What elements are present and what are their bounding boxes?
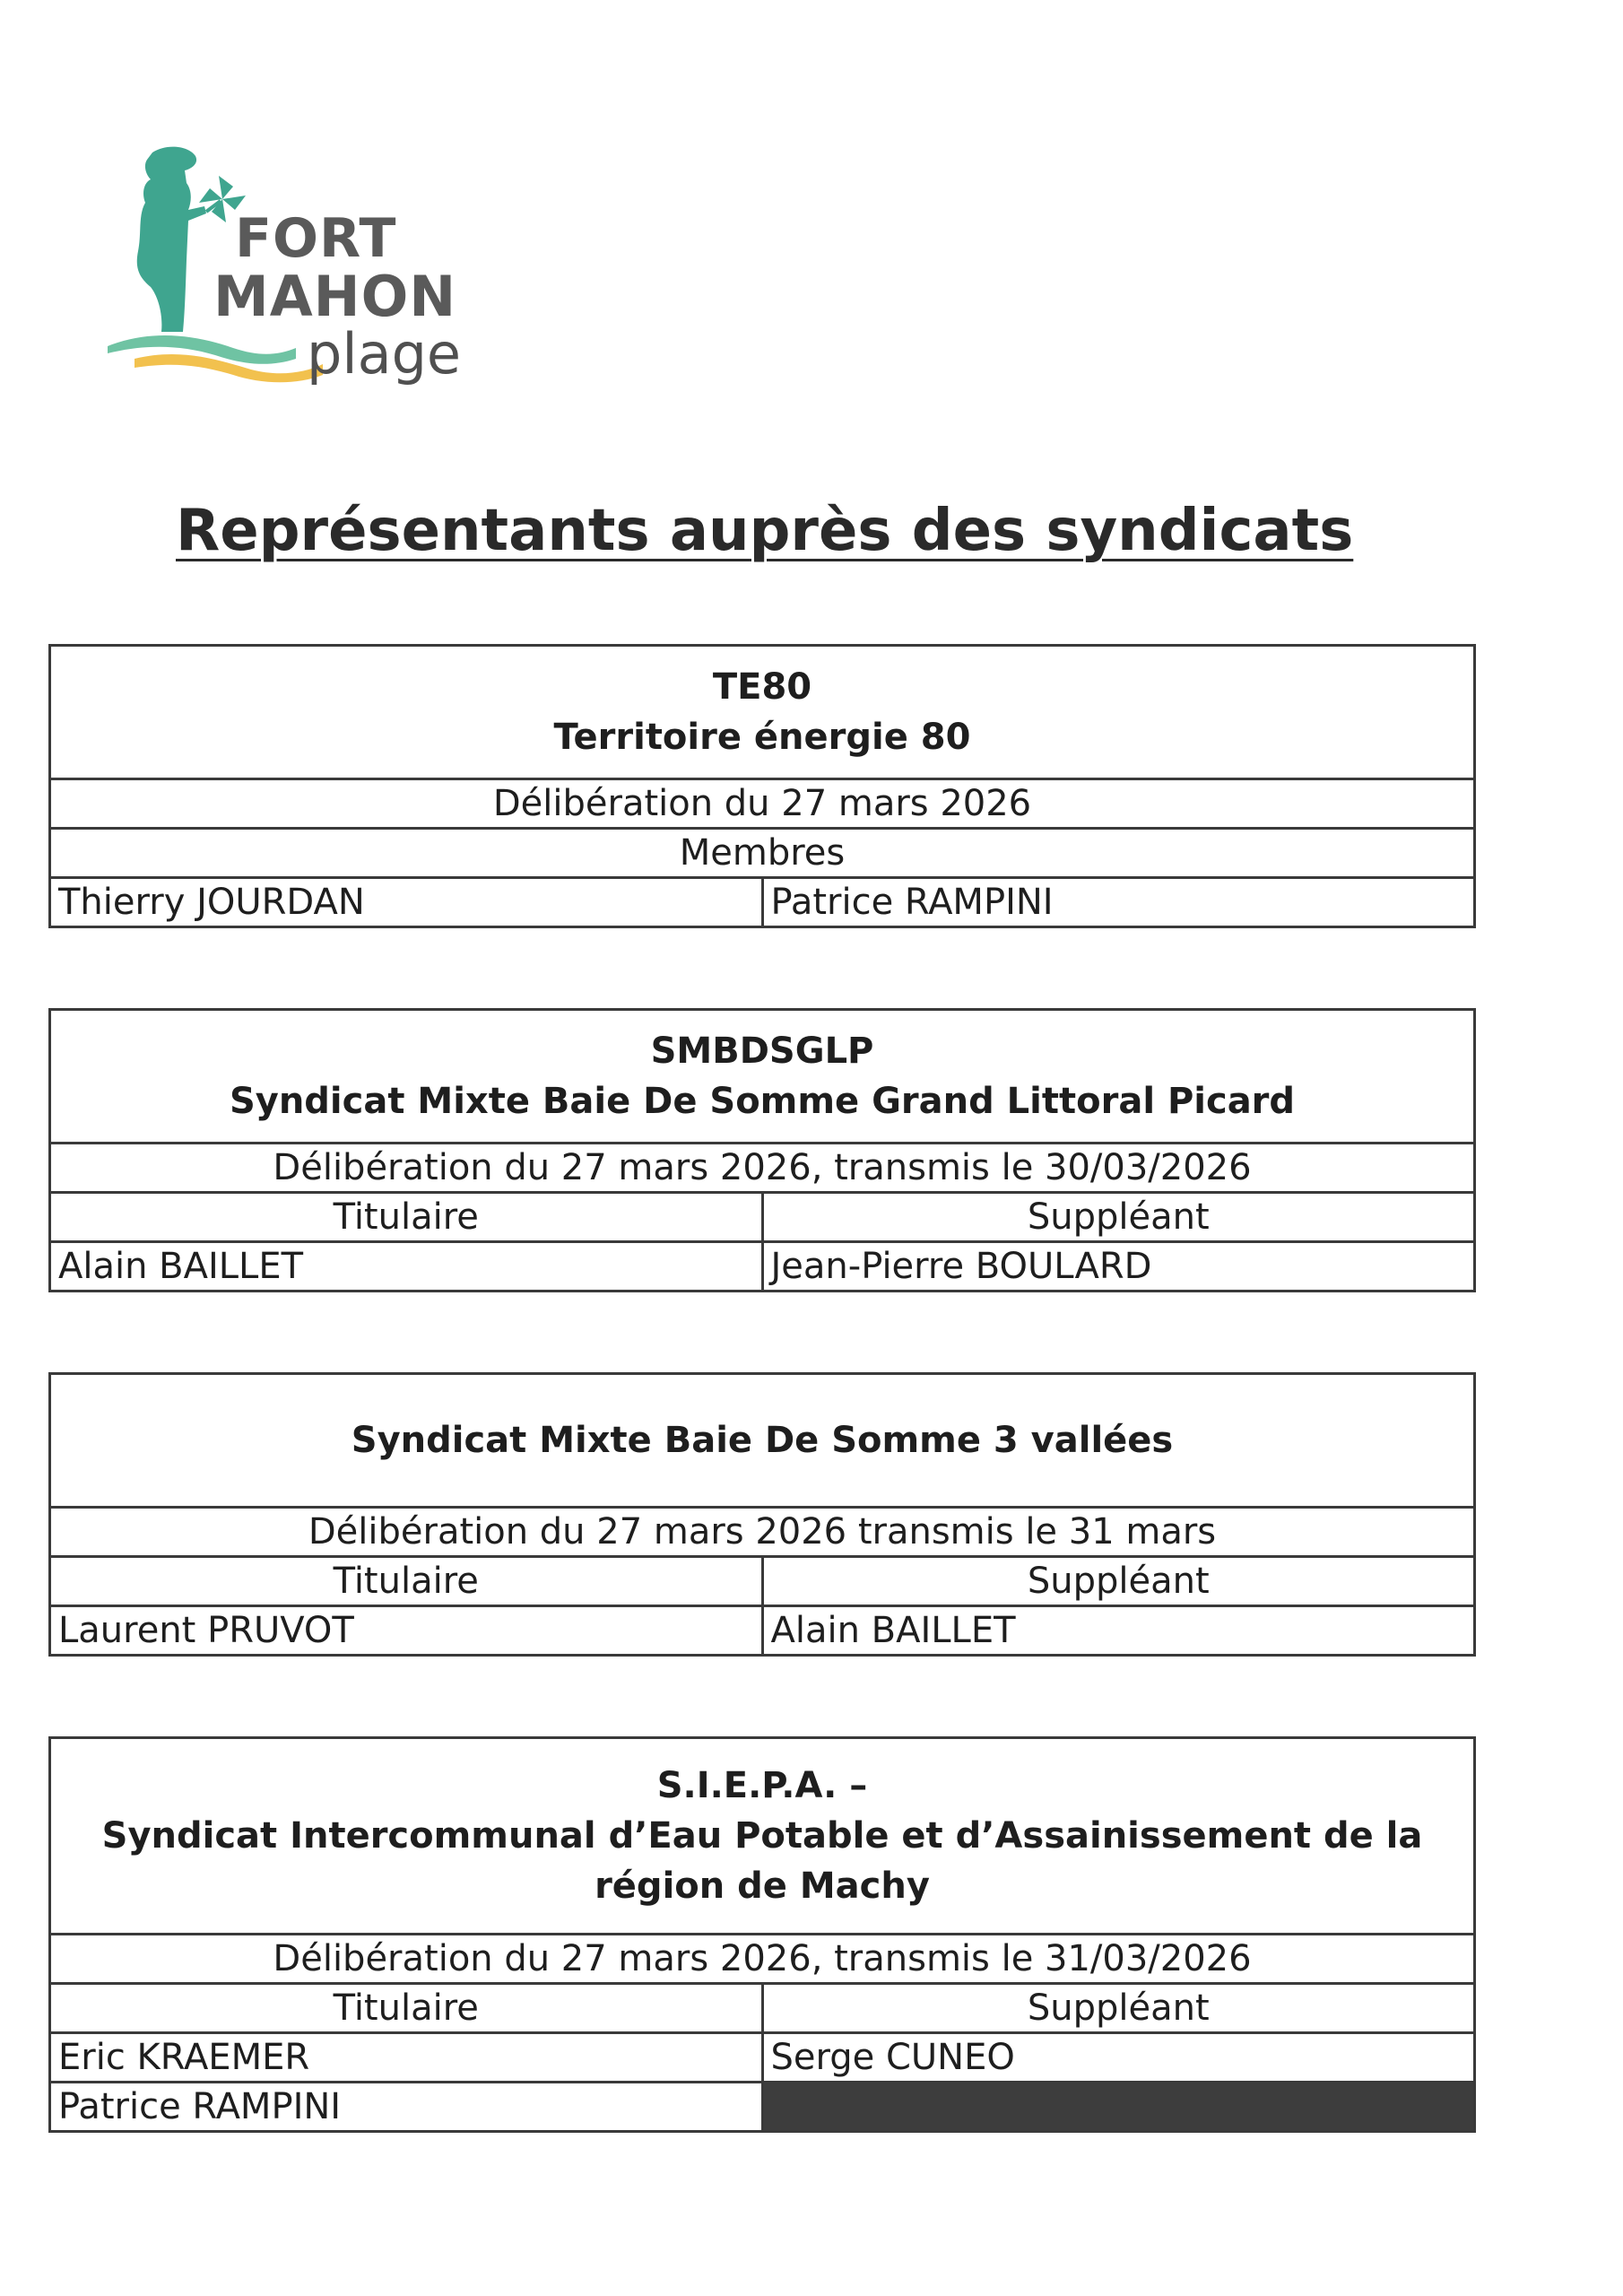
member-name: Thierry JOURDAN	[50, 878, 763, 927]
logo-line-fort: FORT	[235, 207, 397, 270]
syndicate-header	[50, 1738, 1475, 1935]
suppleant-name: Jean-Pierre BOULARD	[762, 1242, 1475, 1292]
suppleant-header: Suppléant	[762, 1193, 1475, 1242]
deliberation: Délibération du 27 mars 2026, transmis le 30/03/2026	[50, 1144, 1475, 1193]
syndicate-table-siepa	[48, 1736, 1476, 2133]
syndicate-name: Syndicat Mixte Baie De Somme 3 vallées	[351, 1420, 1174, 1461]
suppleant-name: Alain BAILLET	[762, 1606, 1475, 1656]
logo-line-plage: plage	[307, 321, 462, 387]
syndicate-name: Territoire énergie 80	[553, 717, 971, 758]
titulaire-name: Patrice RAMPINI	[50, 2083, 763, 2132]
deliberation: Délibération du 27 mars 2026 transmis le 31 mars	[50, 1508, 1475, 1557]
titulaire-name: Laurent PRUVOT	[50, 1606, 763, 1656]
suppleant-header: Suppléant	[762, 1984, 1475, 2033]
syndicate-table-te80	[48, 644, 1476, 928]
titulaire-header: Titulaire	[50, 1193, 763, 1242]
titulaire-header: Titulaire	[50, 1984, 763, 2033]
suppleant-name-empty	[762, 2083, 1475, 2132]
syndicate-header	[50, 1010, 1475, 1144]
member-name: Patrice RAMPINI	[762, 878, 1475, 927]
syndicate-code: SMBDSGLP	[650, 1031, 874, 1072]
titulaire-name: Alain BAILLET	[50, 1242, 763, 1292]
suppleant-header: Suppléant	[762, 1557, 1475, 1606]
logo-line-mahon: MAHON	[213, 264, 457, 329]
syndicate-name: Syndicat Intercommunal d’Eau Potable et d’Assainissement de la région de Machy	[101, 1815, 1423, 1907]
syndicate-name: Syndicat Mixte Baie De Somme Grand Littoral Picard	[229, 1081, 1296, 1122]
members-header: Membres	[50, 829, 1475, 878]
deliberation: Délibération du 27 mars 2026, transmis le 31/03/2026	[50, 1935, 1475, 1984]
suppleant-name: Serge CUNEO	[762, 2033, 1475, 2083]
syndicate-code: TE80	[712, 666, 812, 708]
syndicate-code: S.I.E.P.A. –	[656, 1765, 868, 1806]
page-title: Représentants auprès des syndicats	[176, 498, 1354, 564]
syndicate-table-smbdsglp	[48, 1008, 1476, 1292]
fort-mahon-logo	[99, 144, 484, 404]
syndicate-table-3-vallees	[48, 1372, 1476, 1657]
titulaire-name: Eric KRAEMER	[50, 2033, 763, 2083]
syndicate-header	[50, 646, 1475, 779]
syndicate-header	[50, 1374, 1475, 1508]
deliberation: Délibération du 27 mars 2026	[50, 779, 1475, 829]
titulaire-header: Titulaire	[50, 1557, 763, 1606]
